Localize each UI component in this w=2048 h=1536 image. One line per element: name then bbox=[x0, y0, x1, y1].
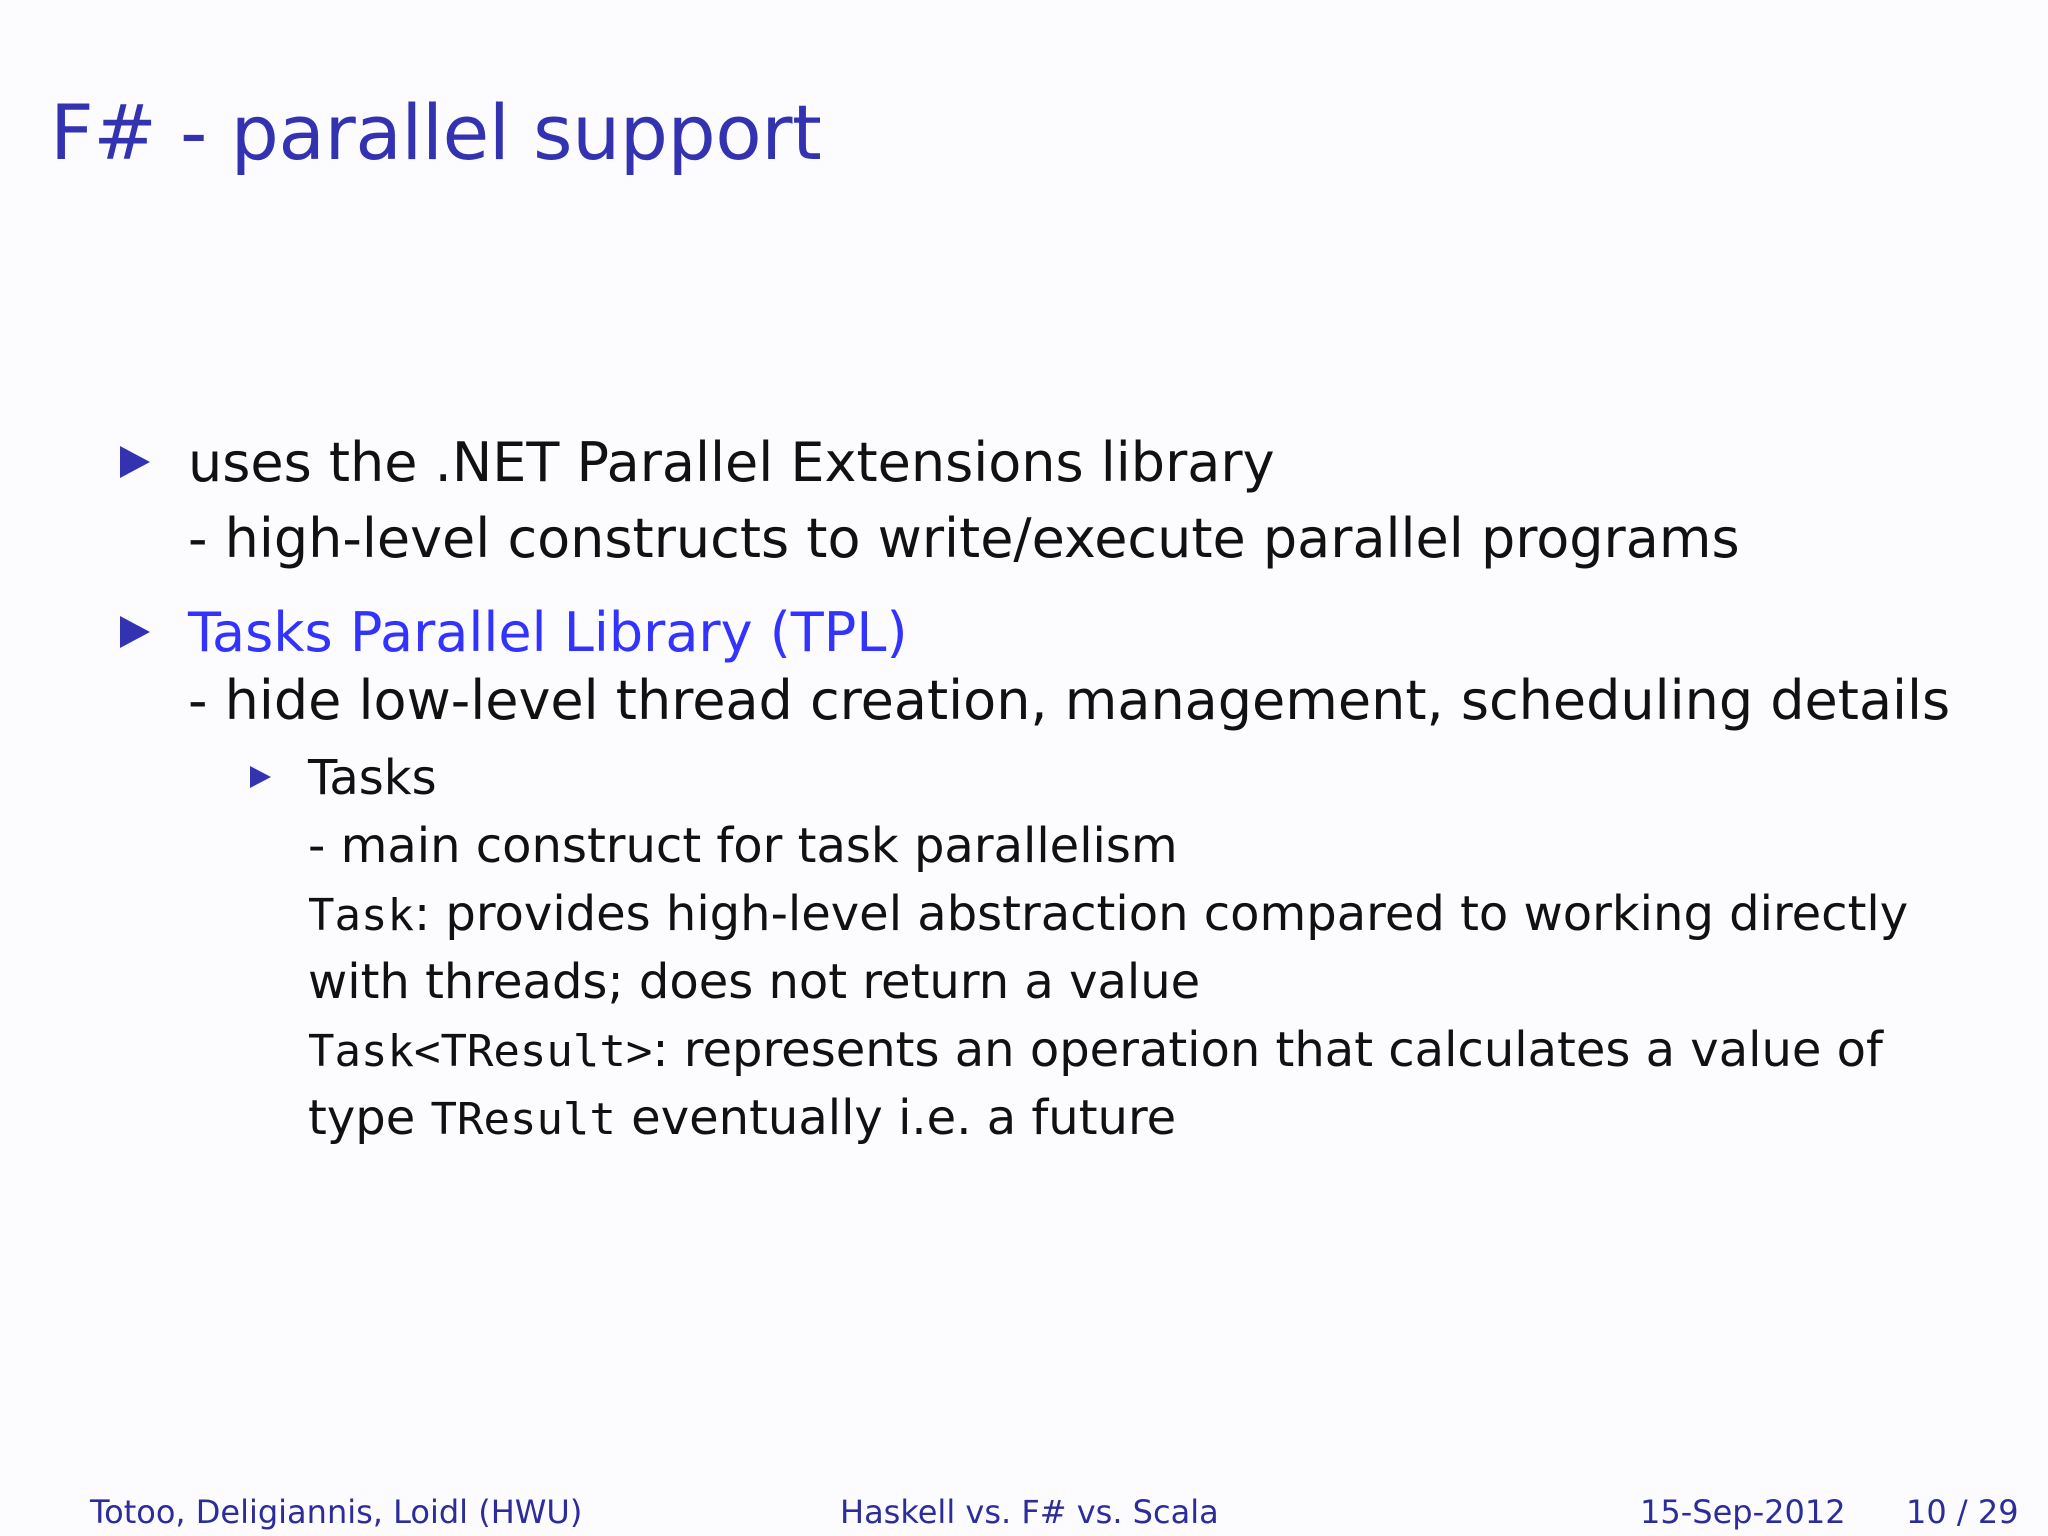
code-tresult: TResult bbox=[430, 1094, 616, 1145]
bullet-triangle-icon bbox=[120, 446, 150, 478]
type-word: type bbox=[308, 1090, 431, 1146]
code-task: Task bbox=[308, 890, 414, 941]
footer-authors: Totoo, Deligiannis, Loidl (HWU) bbox=[90, 1493, 583, 1531]
type-rest: eventually i.e. a future bbox=[615, 1090, 1177, 1146]
sub-bullet-triangle-icon bbox=[250, 766, 271, 788]
item-1-text: uses the .NET Parallel Extensions library bbox=[188, 431, 1275, 494]
tresult-description: : represents an operation that calculates a value of bbox=[652, 1022, 1883, 1078]
subitem-task-line bbox=[308, 886, 1909, 942]
footer-talk-title: Haskell vs. F# vs. Scala bbox=[840, 1493, 1219, 1531]
subitem-tresult-line bbox=[308, 1022, 1883, 1078]
subitem-task-line-cont: with threads; does not return a value bbox=[308, 954, 1201, 1010]
subitem-tresult-line-cont bbox=[308, 1090, 1177, 1146]
item-1-sub: - high-level constructs to write/execute parallel programs bbox=[188, 507, 1740, 570]
subitem-tasks-text: Tasks bbox=[308, 750, 437, 806]
bullet-triangle-icon bbox=[120, 616, 150, 648]
code-task-tresult: Task<TResult> bbox=[308, 1026, 653, 1077]
slide-title: F# - parallel support bbox=[50, 88, 822, 177]
footer-page-number: 10 / 29 bbox=[1906, 1493, 2019, 1531]
task-description: : provides high-level abstraction compared to working directly bbox=[413, 886, 1909, 942]
footer-date: 15-Sep-2012 bbox=[1640, 1493, 1846, 1531]
item-2-text: Tasks Parallel Library (TPL) bbox=[188, 601, 908, 664]
item-2-sub: - hide low-level thread creation, management, scheduling details bbox=[188, 669, 1951, 732]
subitem-tasks-line1: - main construct for task parallelism bbox=[308, 818, 1178, 874]
